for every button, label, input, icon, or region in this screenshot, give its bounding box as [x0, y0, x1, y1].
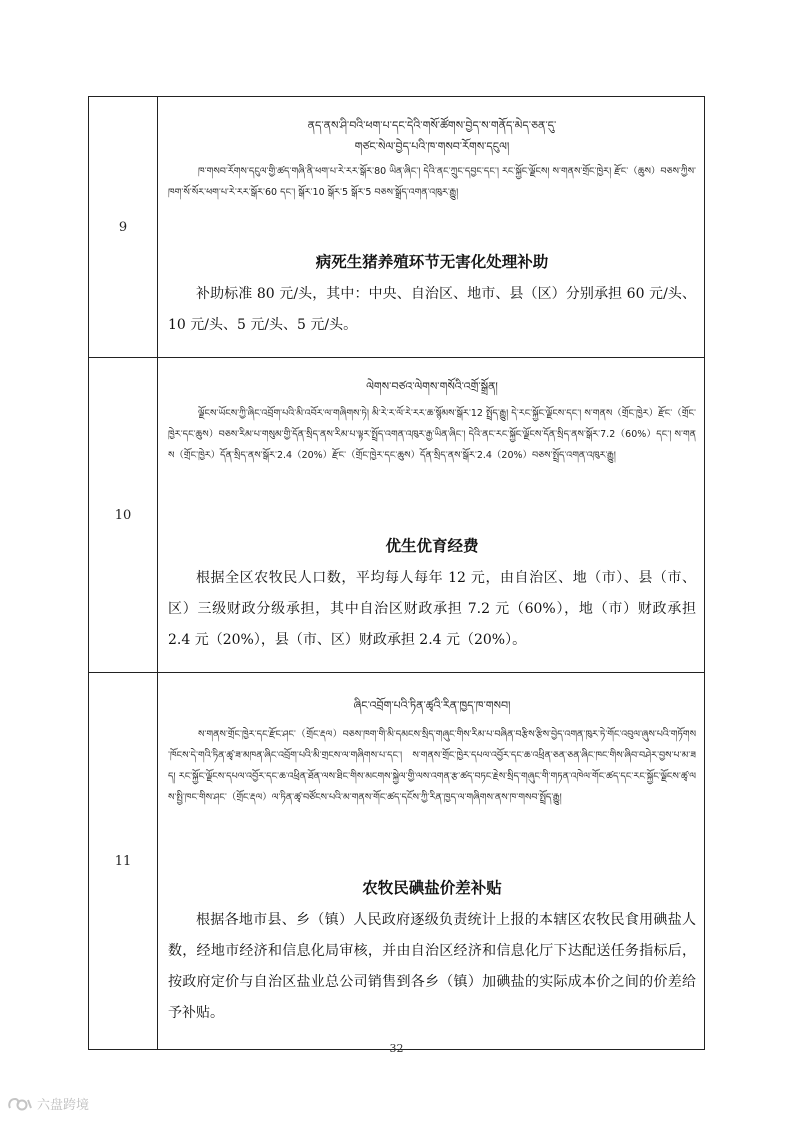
tibetan-paragraph: ཁ་གསབ་རོགས་དངུལ་གྱི་ཚད་གཞི་ནི་ཕག་པ་རེ་རར་སྒོར་80 ཡིན་ཞིང་། དེའི་ནང་ཀྲུང་དབྱང་དང་། རང་སྐྱོང་ལྗོངས། ས་གནས་གྲོང་ཁྱེར། རྫོང་（ཆུས）བཅས་ཀྱིས་ཁག་སོ་སོར་ཕག་པ་རེ་རར་སྒོར་60 དང་། སྒོར་10 སྒོར་5 སྒོར་5 བཅས་སྒྲོད་འགན་འཁུར་རྒྱུ། [168, 166, 696, 198]
tibetan-title [168, 376, 696, 397]
tibetan-paragraph: ས་གནས་གྲོང་ཁྱེར་དང་རྫོང་ཤང་（གྲོང་རྡལ）བཅས་ཁག་གི་མི་དམངས་སྲིད་གཞུང་གིས་རིམ་པ་བཞིན་བརྩིས་རྩིས་བྱེད་འགན་ཁུར་ཏེ་གོང་འབུལ་ཞུས་པའི་གཏོགས་ཁོངས་དེ་གའི་ཏིན་ཚྭ་ཟ་མཁན་ཞིང་འབྲོག་པའི་མི་གྲངས་ལ་གཞིགས་པ་དང་། ས་གནས་གྲོང་ཁྱེར་དཔལ་འབྱོར་དང་ཆ་འཕྲིན་ཅན་ཅན་ཞིང་ཁང་གིས་ཞིབ་བཤེར་བྱས་པ་མ་ཟད། རང་སྐྱོང་ལྗོངས་དཔལ་འབྱོར་དང་ཆ་འཕྲིན་ཐོན་ལས་ཐིང་གིས་མངགས་སྐྱེལ་གྱི་ལས་འགན་རྩ་ཚད་བཏང་རྗེས་སྲིད་གཞུང་གི་གཏན་འཁེལ་གོང་ཚད་དང་རང་སྐྱོང་ལྗོངས་ཚྭ་ལས་སྤྱི་ཁང་གིས་ཤང་（གྲོང་རྡལ）ལ་ཏིན་ཚྭ་བཙོངས་པའི་མ་གནས་གོང་ཚད་དངོས་ཀྱི་རིན་ཁྱད་ལ་གཞིགས་ནས་ཁ་གསབ་སྤྲོད་རྒྱུ། [168, 729, 696, 803]
tibetan-title-line: ཞིང་འབྲོག་པའི་ཏིན་ཚྭའི་རིན་ཁྱད་ཁ་གསབ། [353, 699, 511, 712]
tibetan-title-line: ལེགས་བཙའ་ལེགས་གསོའི་འགྲོ་སྒྲོན། [366, 380, 498, 393]
row-content [158, 97, 705, 358]
tibetan-title-line: ནད་ནས་ཤི་བའི་ཕག་པ་དང་དེའི་གསོ་ཚོགས་བྱེད་ས་གནོད་མེད་ཅན་དུ་ [307, 119, 557, 132]
tibetan-title-line: གཙང་སེལ་བྱེད་པའི་ཁ་གསབ་རོགས་དངུལ། [354, 140, 510, 153]
row-content [158, 358, 705, 673]
chinese-title: 优生优育经费 [385, 537, 479, 555]
chinese-paragraph: 补助标准 80 元/头，其中：中央、自治区、地市、县（区）分别承担 60 元/头、10 元/头、5 元/头、5 元/头。 [168, 286, 696, 333]
chinese-title: 病死生猪养殖环节无害化处理补助 [315, 253, 549, 271]
subsidy-table [88, 96, 705, 1050]
table-row [89, 97, 705, 358]
watermark [7, 1094, 89, 1113]
chinese-paragraph: 根据各地市县、乡（镇）人民政府逐级负责统计上报的本辖区农牧民食用碘盐人数，经地市经济和信息化局审核，并由自治区经济和信息化厅下达配送任务指标后，按政府定价与自治区盐业总公司销售到各乡（镇）加碘盐的实际成本价之间的价差给予补贴。 [168, 912, 696, 1021]
tibetan-paragraph: ལྗོངས་ཡོངས་ཀྱི་ཞིང་འབྲོག་པའི་མི་འབོར་ལ་གཞིགས་ཏེ། མི་རེ་ར་ལོ་རེ་རར་ཆ་སྙོམས་སྒོར་12 སྤྲོད་རྒྱུ། དེ་རང་སྐྱོང་ལྗོངས་དང་། ས་གནས（གྲོང་ཁྱེར）རྫོང་（གྲོང་ཁྱེར་དང་ཆུས）བཅས་རིམ་པ་གསུམ་གྱི་དོན་སྲིད་ནས་རིམ་པ་ལྟར་སྤྲོད་འགན་འཁུར་རྒྱ་ཡིན་ཞིང་། དེའི་ནང་རང་སྐྱོང་ལྗོངས་དོན་སྲིད་ནས་སྒོར་7.2（60%）དང་། ས་གནས（གྲོང་ཁྱེར）དོན་སྲིད་ནས་སྒོར་2.4（20%）རྫོང་（གྲོང་ཁྱེར་དང་ཆུས）དོན་སྲིད་ནས་སྒོར་2.4（20%）བཅས་སྤྲོད་འགན་འཁུར་རྒྱུ། [168, 408, 696, 461]
chinese-title: 农牧民碘盐价差补贴 [362, 879, 502, 897]
row-content [158, 673, 705, 1050]
watermark-text: 六盘跨境 [37, 1098, 90, 1113]
row-number: 9 [89, 97, 158, 358]
table-row [89, 358, 705, 673]
chinese-paragraph: 根据全区农牧民人口数，平均每人每年 12 元，由自治区、地（市）、县（市、区）三级财政分级承担，其中自治区财政承担 7.2 元（60%），地（市）财政承担 2.4 元（20%），县（市、区）财政承担 2.4 元（20%）。 [168, 570, 696, 648]
row-number: 10 [89, 358, 158, 673]
table-row [89, 673, 705, 1050]
tibetan-title [168, 695, 696, 716]
row-number: 11 [89, 673, 158, 1050]
tibetan-title [168, 115, 696, 157]
logo-icon [7, 1096, 33, 1112]
page-number: 32 [389, 1042, 404, 1055]
